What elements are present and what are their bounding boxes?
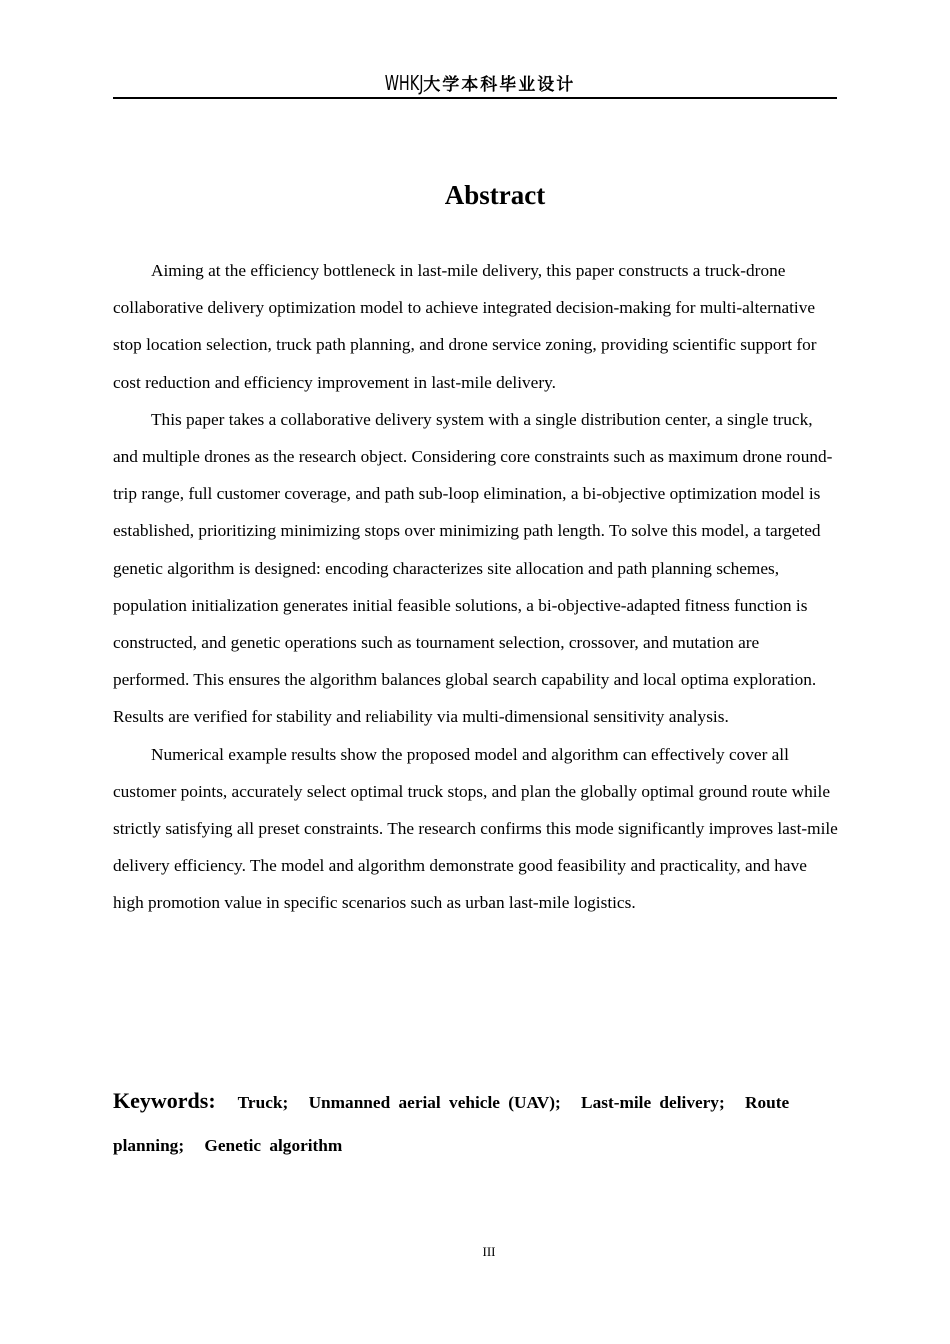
abstract-paragraph-1: Aiming at the efficiency bottleneck in last-mile delivery, this paper constructs a truck-drone collaborative delivery optimization model to achieve integrated decision-making for multi-alternative stop location selection, truck path planning, and drone service zoning, providing scientific support for cost reduction and efficiency improvement in last-mile delivery. — [113, 261, 817, 392]
keyword-item: Unmanned aerial vehicle (UAV); — [308, 1093, 561, 1112]
keyword-item: Truck; — [237, 1093, 289, 1112]
keywords-label: Keywords: — [113, 1088, 216, 1113]
header-title: 大学本科毕业设计 — [423, 75, 576, 95]
keywords — [113, 1079, 839, 1167]
keyword-item: Last-mile delivery; — [581, 1093, 725, 1112]
keyword-item: Route planning; — [113, 1093, 790, 1155]
page-number: III — [482, 1244, 496, 1259]
abstract-body — [113, 252, 839, 922]
abstract-title: Abstract — [444, 180, 546, 210]
keyword-item: Genetic algorithm — [204, 1136, 343, 1155]
abstract-paragraph-3: Numerical example results show the proposed model and algorithm can effectively cover all customer points, accurately select optimal truck stops, and plan the globally optimal ground route while strictly satisfying all preset constraints. The research confirms this mode significantly improves last-mile delivery efficiency. The model and algorithm demonstrate good feasibility and practicality, and have high promotion value in specific scenarios such as urban last-mile logistics. — [113, 744, 838, 913]
header-institution: WHKJ — [384, 71, 424, 95]
page-header — [113, 70, 837, 99]
abstract-paragraph-2: This paper takes a collaborative delivery system with a single distribution center, a single truck, and multiple drones as the research object. Considering core constraints such as maximum drone round-trip range, full customer coverage, and path sub-loop elimination, a bi-objective optimization model is established, prioritizing minimizing stops over minimizing path length. To solve this model, a targeted genetic algorithm is designed: encoding characterizes site allocation and path planning schemes, population initialization generates initial feasible solutions, a bi-objective-adapted fitness function is constructed, and genetic operations such as tournament selection, crossover, and mutation are performed. This ensures the algorithm balances global search capability and local optima exploration. Results are verified for stability and reliability via multi-dimensional sensitivity analysis. — [113, 409, 833, 727]
